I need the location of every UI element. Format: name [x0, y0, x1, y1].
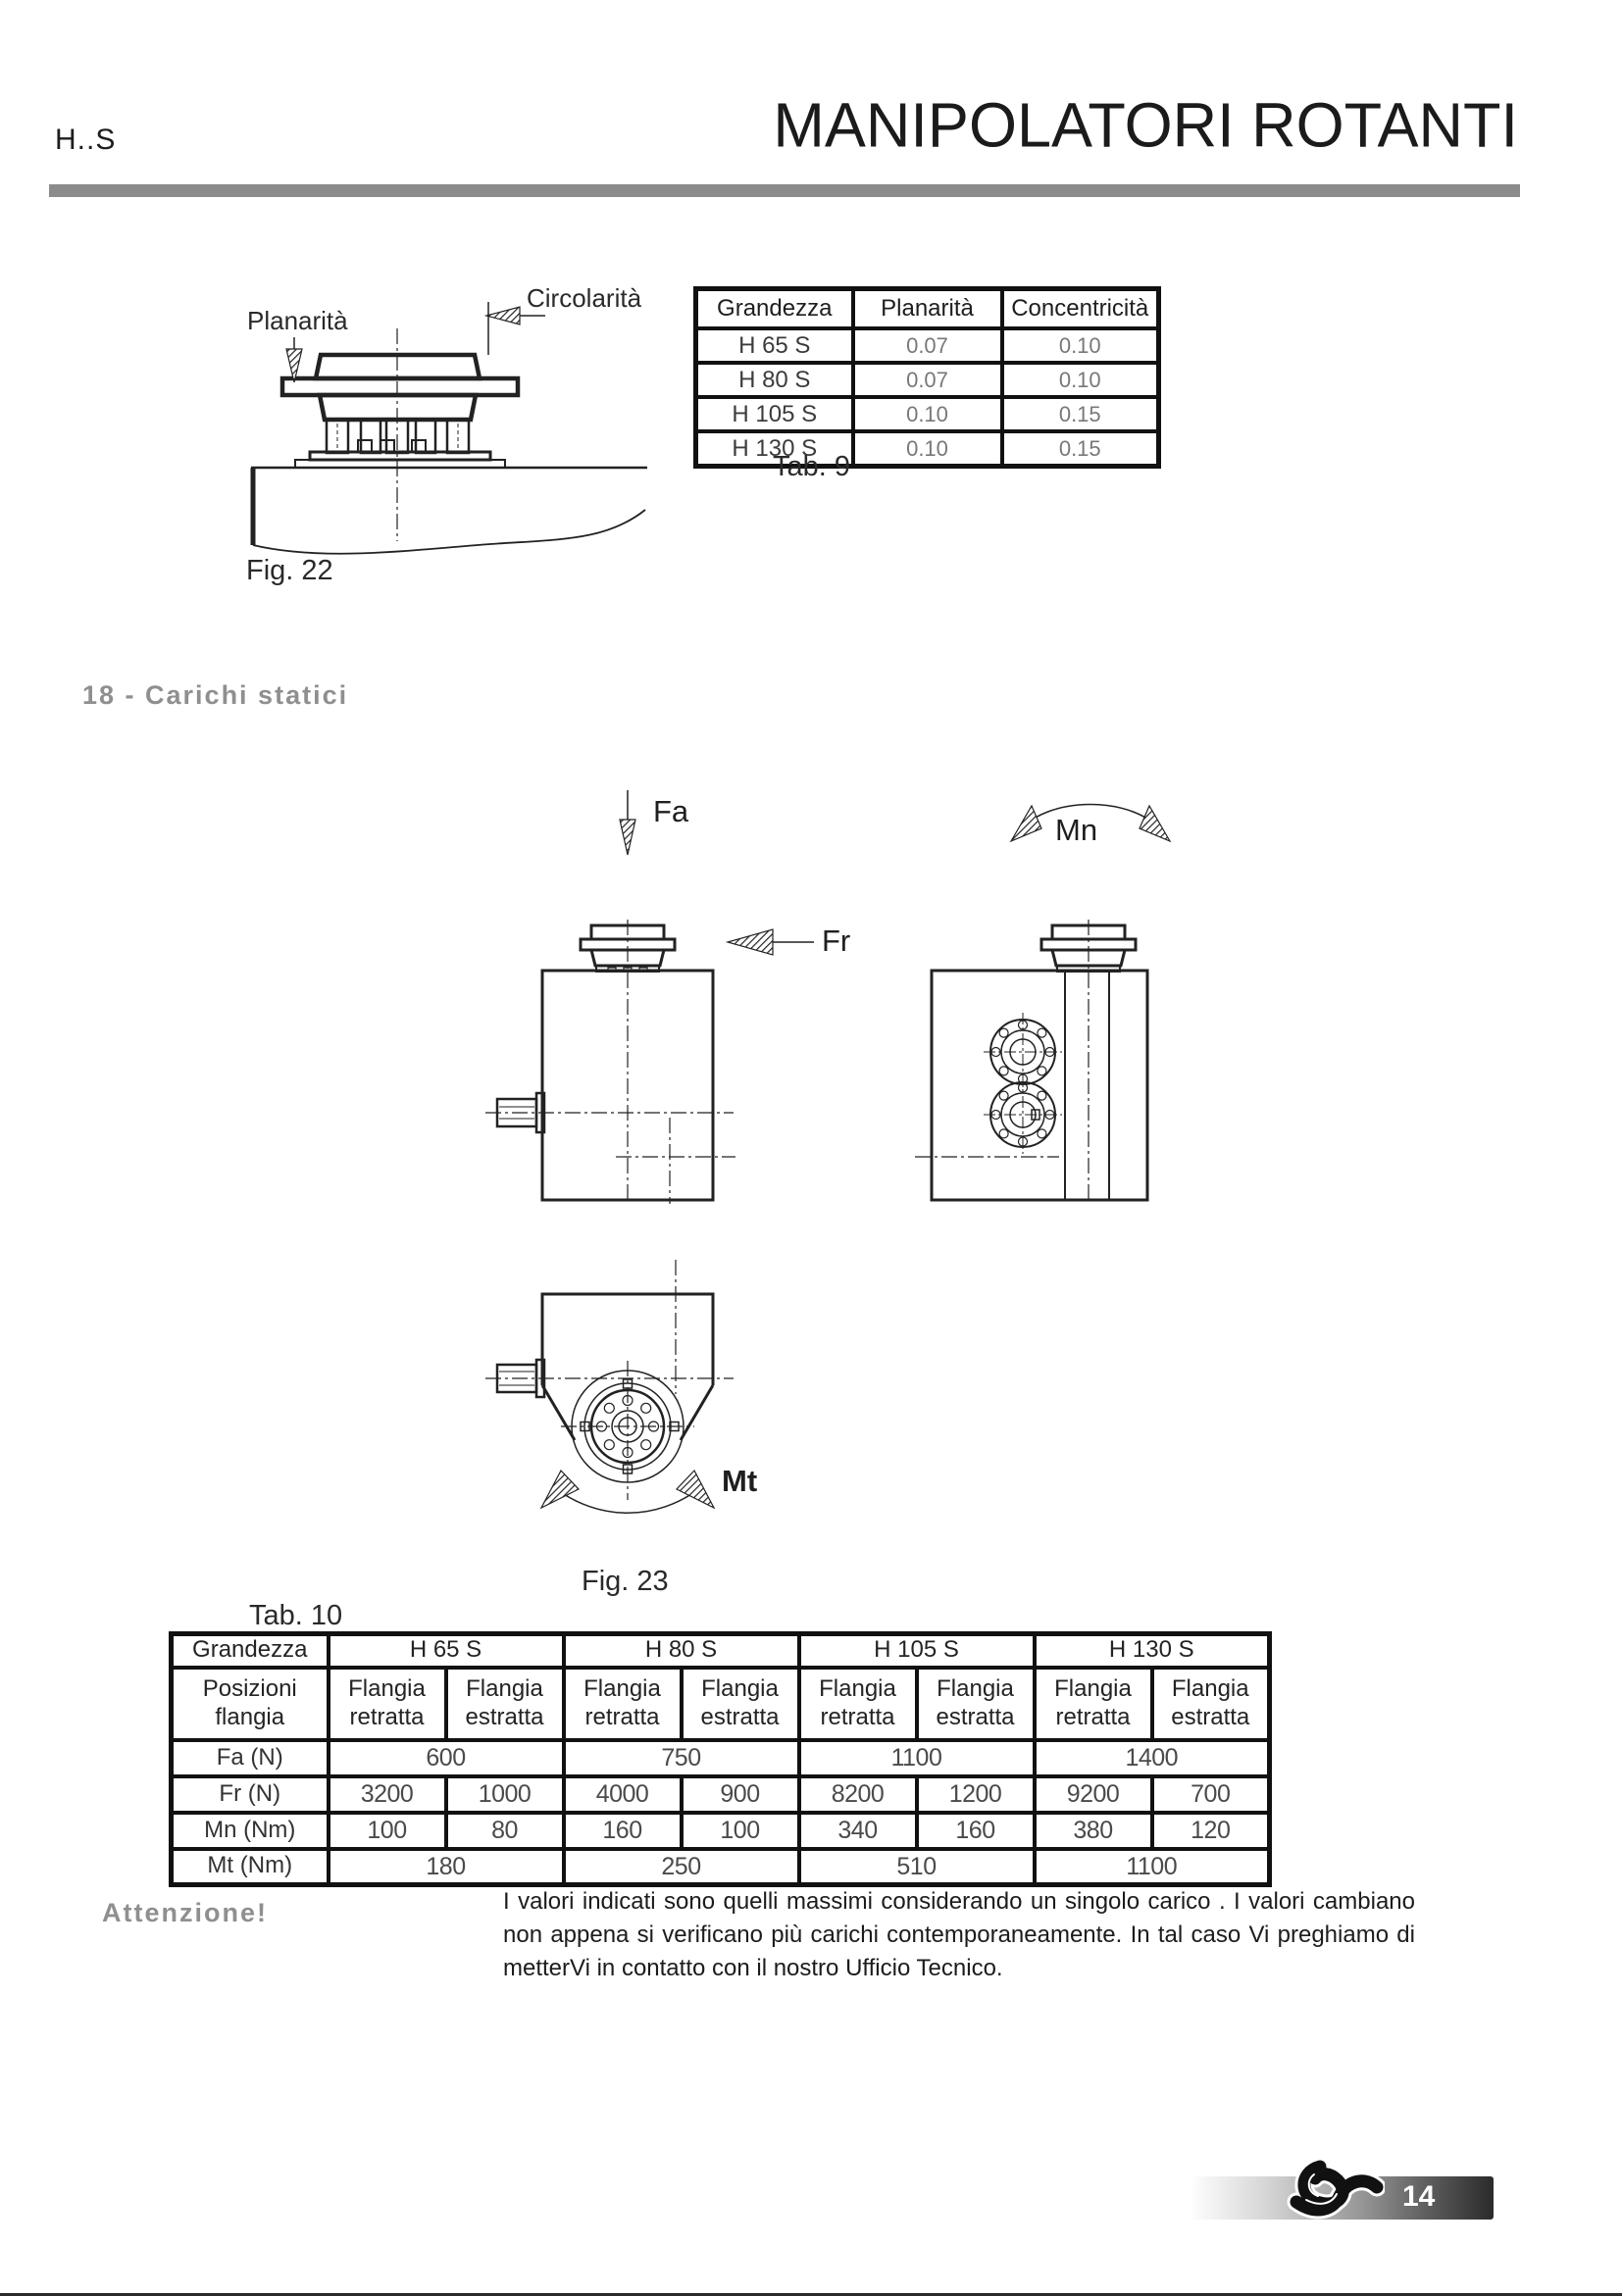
- table-cell: Flangia retratta: [799, 1668, 917, 1740]
- table-cell: 1200: [917, 1776, 1035, 1813]
- table-header-cell: Grandezza: [696, 289, 853, 329]
- table-cell: 1400: [1035, 1740, 1270, 1776]
- table-cell: Flangia estratta: [917, 1668, 1035, 1740]
- table-cell: H 105 S: [696, 397, 853, 431]
- table-cell: Mn (Nm): [172, 1813, 329, 1849]
- table-cell: Grandezza: [172, 1634, 329, 1668]
- fig22-flange-drawing: [167, 275, 677, 598]
- table-cell: 700: [1152, 1776, 1270, 1813]
- planarita-label: Planarità: [247, 306, 348, 335]
- table-row: [696, 328, 1159, 363]
- table-cell: 8200: [799, 1776, 917, 1813]
- table-cell: Posizioni flangia: [172, 1668, 329, 1740]
- attention-body-text: I valori indicati sono quelli massimi considerando un singolo carico . I valori cambiano non appena si verificano più carichi contemporaneamente. In tal caso Vi preghiamo di metterVi in contatto con il nostro Ufficio Tecnico.: [503, 1888, 1415, 1981]
- table-cell: Flangia retratta: [329, 1668, 446, 1740]
- model-code: H..S: [55, 124, 117, 156]
- table-cell: 380: [1035, 1813, 1152, 1849]
- table-cell: 9200: [1035, 1776, 1152, 1813]
- table-cell: H 105 S: [799, 1634, 1035, 1668]
- table-cell: 600: [329, 1740, 564, 1776]
- table-cell: Flangia estratta: [1152, 1668, 1270, 1740]
- table-header-cell: Concentricità: [1002, 289, 1159, 329]
- tolerances-table: [693, 286, 1161, 469]
- fig23-caption: Fig. 23: [582, 1566, 669, 1597]
- table-row: [172, 1849, 1270, 1885]
- table-cell: 120: [1152, 1813, 1270, 1849]
- table-cell: Fr (N): [172, 1776, 329, 1813]
- table-row: [696, 397, 1159, 431]
- fig22-caption: Fig. 22: [246, 555, 333, 586]
- table-row: [172, 1776, 1270, 1813]
- table-cell: 180: [329, 1849, 564, 1885]
- table-header-row: [696, 289, 1159, 329]
- table-row: [696, 431, 1159, 467]
- attention-heading: Attenzione!: [102, 1898, 268, 1927]
- table-row: [172, 1813, 1270, 1849]
- tab10-caption: Tab. 10: [249, 1600, 343, 1631]
- table-cell: 3200: [329, 1776, 446, 1813]
- fr-force-label: Fr: [822, 923, 851, 958]
- table-cell: Flangia estratta: [446, 1668, 564, 1740]
- table-cell: H 80 S: [696, 363, 853, 397]
- table-cell: H 65 S: [696, 328, 853, 363]
- table-cell: 0.10: [853, 431, 1002, 467]
- fig23-static-loads-drawing: [471, 774, 1196, 1614]
- table-row: [696, 363, 1159, 397]
- table-cell: H 65 S: [329, 1634, 564, 1668]
- table-cell: Flangia retratta: [564, 1668, 682, 1740]
- brand-knot-logo-icon: [1287, 2155, 1385, 2225]
- table-cell: 340: [799, 1813, 917, 1849]
- page-number: 14: [1402, 2180, 1436, 2213]
- table-cell: 0.10: [853, 397, 1002, 431]
- header-rule-bar: [49, 184, 1520, 197]
- table-cell: 900: [682, 1776, 799, 1813]
- table-cell: 160: [564, 1813, 682, 1849]
- table-cell: 160: [917, 1813, 1035, 1849]
- table-cell: 0.10: [1002, 328, 1159, 363]
- table-cell: 80: [446, 1813, 564, 1849]
- section-heading: 18 - Carichi statici: [82, 680, 349, 710]
- table-header-row: [172, 1634, 1270, 1668]
- table-cell: 1100: [799, 1740, 1035, 1776]
- table-cell: 0.10: [1002, 363, 1159, 397]
- table-cell: H 80 S: [564, 1634, 799, 1668]
- table-cell: 250: [564, 1849, 799, 1885]
- table-cell: Fa (N): [172, 1740, 329, 1776]
- table-cell: Mt (Nm): [172, 1849, 329, 1885]
- table-cell: 1100: [1035, 1849, 1270, 1885]
- mn-moment-label: Mn: [1055, 813, 1098, 847]
- table-cell: 750: [564, 1740, 799, 1776]
- static-loads-table: [169, 1631, 1272, 1887]
- table-cell: 0.07: [853, 363, 1002, 397]
- table-header-cell: Planarità: [853, 289, 1002, 329]
- table-cell: Flangia retratta: [1035, 1668, 1152, 1740]
- table-cell: 1000: [446, 1776, 564, 1813]
- circolarita-label: Circolarità: [527, 283, 642, 313]
- table-cell: H 130 S: [696, 431, 853, 467]
- fa-force-label: Fa: [653, 794, 689, 828]
- table-cell: Flangia estratta: [682, 1668, 799, 1740]
- table-subheader-row: [172, 1668, 1270, 1740]
- table-cell: 4000: [564, 1776, 682, 1813]
- table-cell: 0.15: [1002, 397, 1159, 431]
- tab9-caption: Tab. 9: [773, 451, 850, 482]
- table-cell: H 130 S: [1035, 1634, 1270, 1668]
- page-title: MANIPOLATORI ROTANTI: [773, 90, 1518, 161]
- table-cell: 510: [799, 1849, 1035, 1885]
- table-row: [172, 1740, 1270, 1776]
- mt-torque-label: Mt: [722, 1464, 758, 1498]
- table-cell: 100: [329, 1813, 446, 1849]
- table-cell: 0.07: [853, 328, 1002, 363]
- table-cell: 100: [682, 1813, 799, 1849]
- table-cell: 0.15: [1002, 431, 1159, 467]
